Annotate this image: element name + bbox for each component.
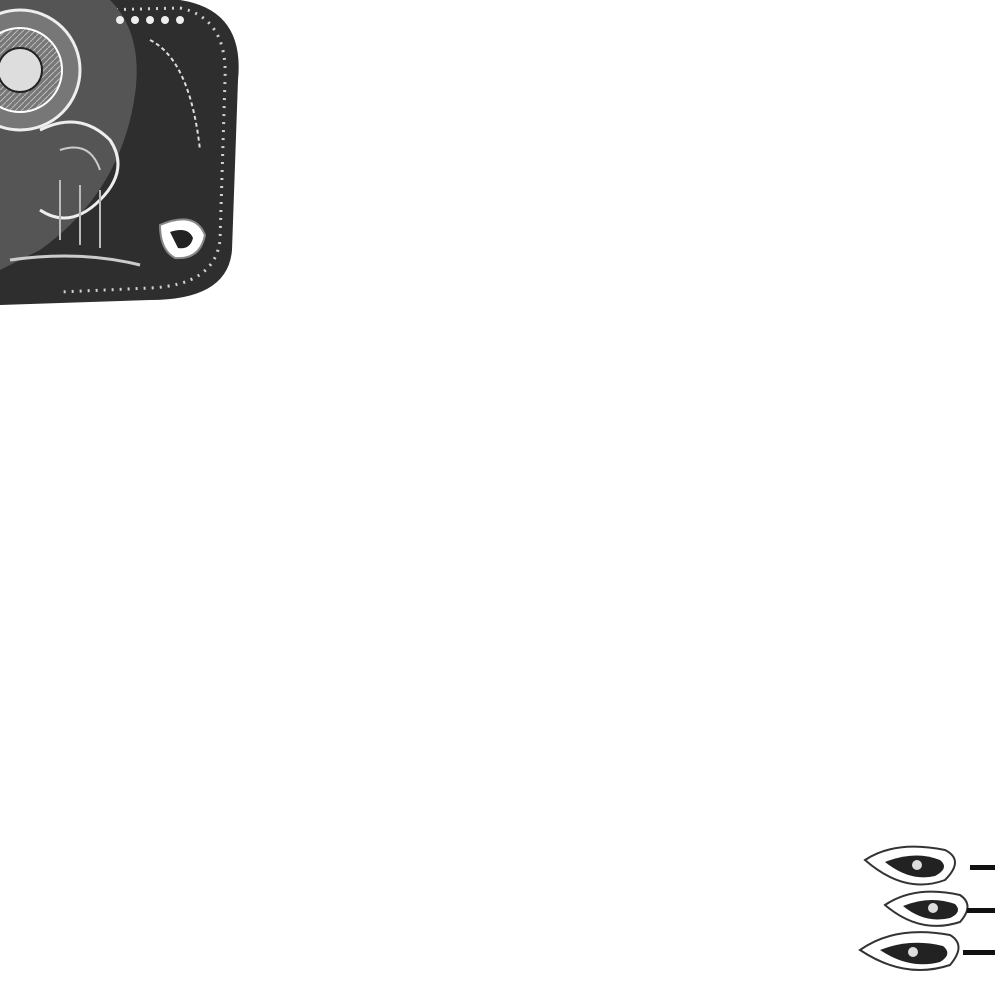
decorative-corner-artwork — [0, 0, 250, 310]
decorative-paisley-cluster — [855, 840, 1000, 990]
decorative-leaf-border-right — [944, 525, 984, 830]
poem-section — [50, 62, 930, 68]
poem-section-continued — [230, 462, 930, 466]
